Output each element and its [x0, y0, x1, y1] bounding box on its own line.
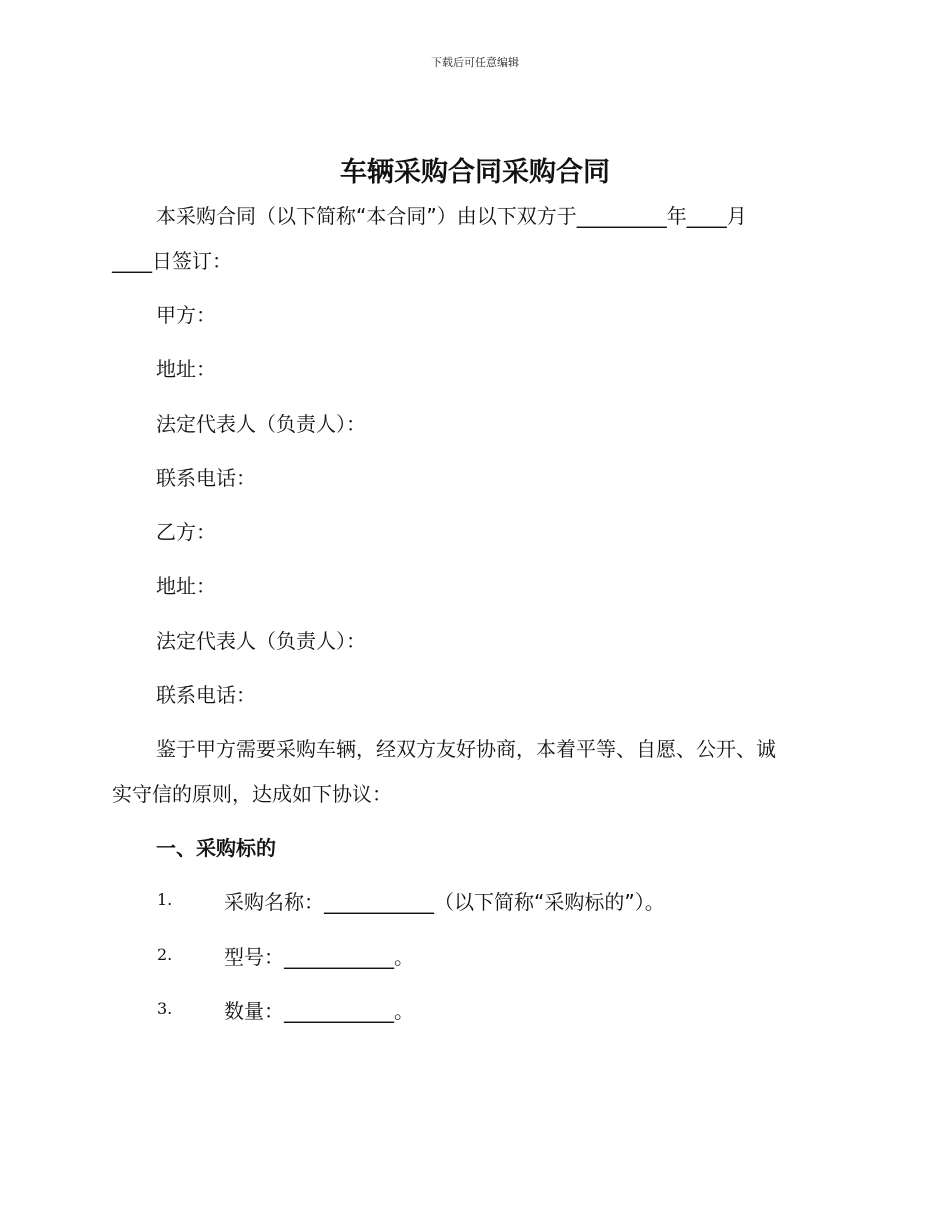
list-item-number: 2. — [157, 945, 173, 964]
party-b-phone: 联系电话： — [156, 683, 256, 707]
intro-line-1: 本采购合同（以下简称“本合同”）由以下双方于_________年____月 — [156, 204, 747, 228]
party-b-representative: 法定代表人（负责人）： — [156, 629, 366, 653]
party-a-address: 地址： — [156, 357, 216, 381]
party-b-address: 地址： — [156, 574, 216, 598]
header-note: 下载后可任意编辑 — [431, 56, 519, 69]
party-a-label: 甲方： — [156, 303, 216, 327]
preamble-line-2: 实守信的原则，达成如下协议： — [112, 782, 392, 806]
list-item-text: 采购名称：___________（以下简称“采购标的”）。 — [224, 890, 665, 914]
section-1-heading: 一、采购标的 — [156, 836, 276, 860]
list-item-text: 型号：___________。 — [224, 945, 414, 969]
list-item-number: 1. — [157, 890, 173, 909]
list-item-number: 3. — [157, 999, 173, 1018]
preamble-line-1: 鉴于甲方需要采购车辆，经双方友好协商，本着平等、自愿、公开、诚 — [156, 737, 776, 761]
party-a-representative: 法定代表人（负责人）： — [156, 412, 366, 436]
document-title: 车辆采购合同采购合同 — [340, 157, 610, 188]
party-a-phone: 联系电话： — [156, 466, 256, 490]
list-item-text: 数量：___________。 — [224, 999, 414, 1023]
party-b-label: 乙方： — [156, 520, 216, 544]
intro-line-2: ____日签订： — [112, 249, 232, 273]
